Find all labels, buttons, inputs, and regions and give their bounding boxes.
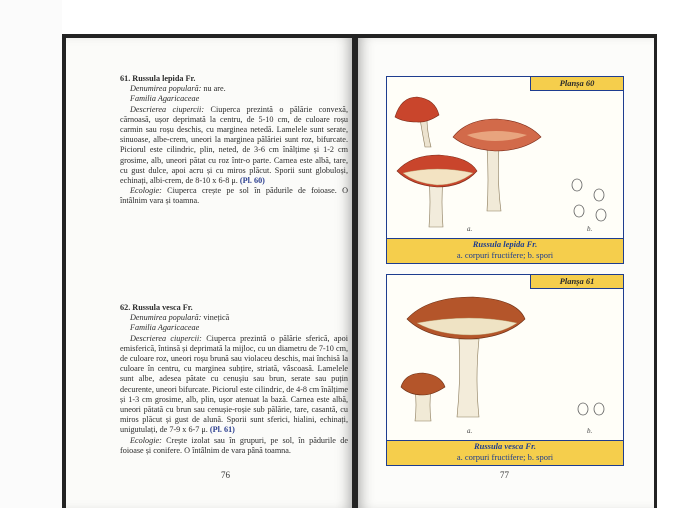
family-name: Familia Agaricaceae [130, 94, 200, 104]
popular-name: Denumirea populară: nu are. [130, 84, 226, 94]
plate-tab: Planșa 60 [530, 76, 624, 91]
scan-margin [0, 0, 62, 508]
mushroom-small [395, 97, 439, 147]
figure-label-a: a. [467, 225, 473, 233]
plate-caption [387, 238, 623, 263]
plate-61 [386, 274, 624, 466]
spores [578, 403, 604, 415]
entry-heading: 61. Russula lepida Fr. [120, 74, 196, 83]
figure-label-a: a. [467, 427, 473, 435]
description: Descrierea ciupercii: Ciuperca prezintă o pălărie sferică, apoi emisferică, întinsă și deprimată la mijloc, cu un diametru de 7-10 cm, de culoare roz, uneori roșu brună sau violaceu deschis, mai închisă la culoare în centru, cu marginea subțire, striată, vâscoasă. Lamelele sunt albe, adesea pătate cu cenușiu sau brun, serate sau puțin decurente, uneori bifurcate. Piciorul este cilindric, de 4-8 cm înălțime și 1-3 cm grosime, alb, plin, ușor atenuat la bază. Carnea este albă, uneori pătată cu brun sau cenușie-roșie sub pălărie, tare, casantă, cu miros plăcut și gust de alună. Sporii sunt sferici, hialini, echinați, unigutulați, de 7-9 x 6-7 μ. (Pl. 61) [120, 333, 348, 435]
ecology: Ecologie: Crește izolat sau în grupuri, pe sol, în pădurile de foioase și conifere. O întâlnim de vara până toamna. [120, 435, 348, 455]
page-number-right: 77 [500, 470, 509, 480]
mushroom-illustration [387, 289, 623, 439]
plate-60 [386, 76, 624, 264]
entry-russula-vesca [120, 303, 348, 456]
description: Descrierea ciupercii: Ciuperca prezintă o pălărie convexă, cărnoasă, ușor deprimată la centru, de 5-10 cm, de culoare roșu carmin sau roșu deschis, cu marginea netedă. Lamelele sunt serate, sinuoase, albe-crem, uneori la marginea pălăriei sunt roz, bifurcate. Piciorul este cilindric, plin, neted, de 3-6 cm înălțime și 1-2 cm grosime, alb, uneori pătat cu roz într-o parte. Carnea este albă, tare, cu gust dulce, apoi acru și cu miros plăcut. Sporii sunt globuloși, echinați, albi-crem, de 8-10 x 6-8 μ. (Pl. 60) [120, 104, 348, 186]
figure-label-b: b. [587, 427, 593, 435]
ecology: Ecologie: Ciuperca crește pe sol în pădurile de foioase. O întâlnim vara și toamna. [120, 186, 348, 206]
caption-title: Russula vesca Fr. [473, 441, 537, 451]
plate-tab: Planșa 61 [530, 274, 624, 289]
plate-reference: (Pl. 61) [209, 425, 235, 435]
figure-label-b: b. [587, 225, 593, 233]
entry-heading: 62. Russula vesca Fr. [120, 303, 193, 312]
caption-subtitle: a. corpuri fructifere; b. spori [456, 250, 554, 260]
plate-reference: (Pl. 60) [239, 176, 265, 186]
spores [572, 179, 606, 221]
mushroom-small [401, 373, 445, 421]
caption-subtitle: a. corpuri fructifere; b. spori [456, 452, 554, 462]
family-name: Familia Agaricaceae [130, 323, 200, 333]
plate-caption [387, 440, 623, 465]
popular-name: Denumirea populară: vinețică [130, 313, 230, 323]
mushroom-gills [397, 155, 477, 227]
page-number-left: 76 [221, 470, 230, 480]
mushroom-illustration [387, 91, 623, 239]
entry-russula-lepida [120, 74, 348, 207]
caption-title: Russula lepida Fr. [472, 239, 538, 249]
